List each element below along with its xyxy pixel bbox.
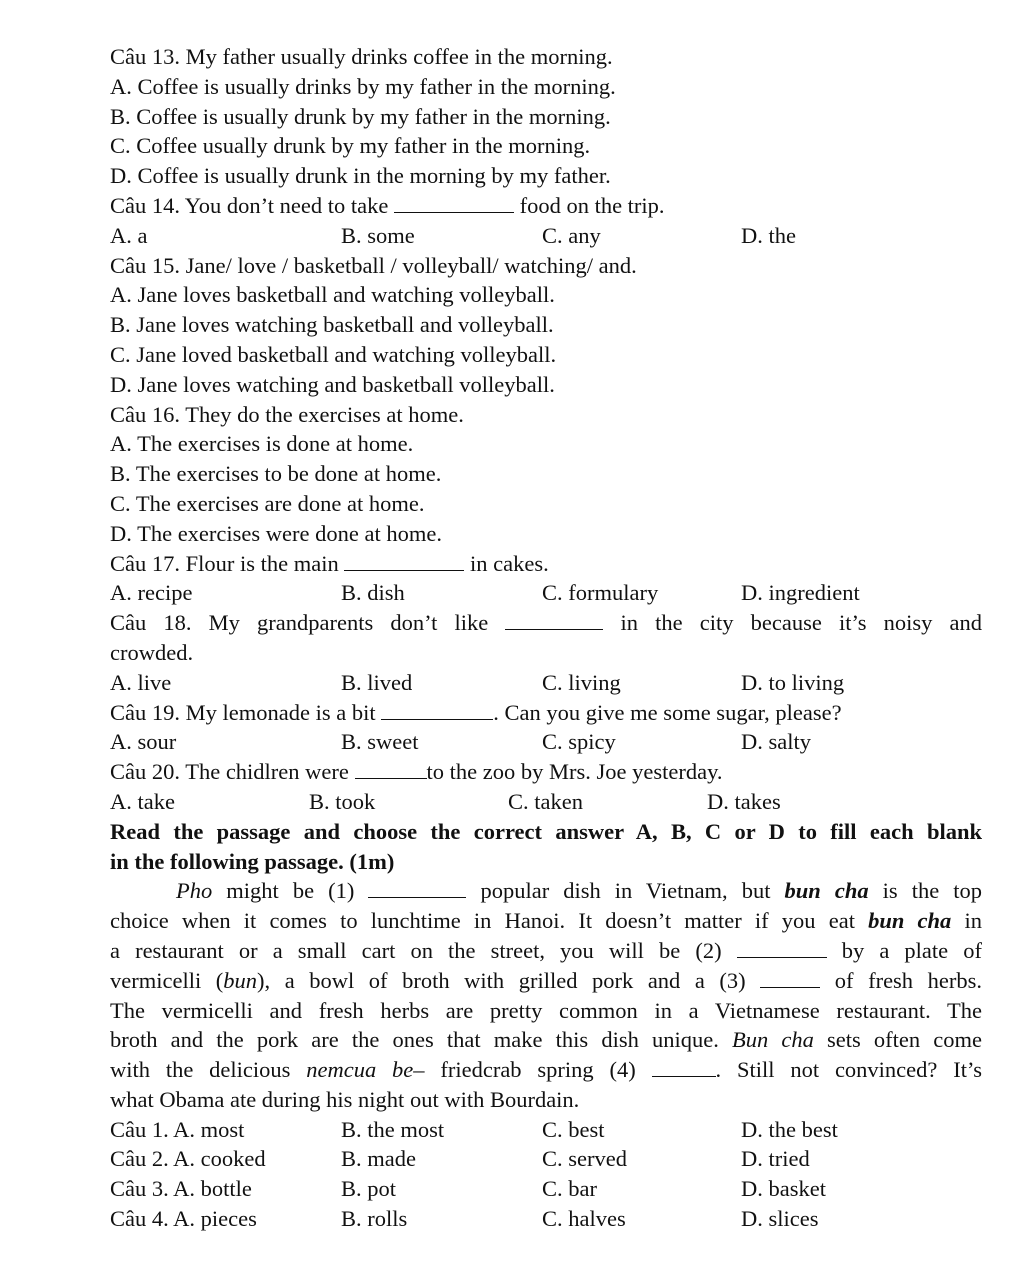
passage-text: with the delicious: [110, 1057, 307, 1083]
passage-q2-option-a: Câu 2. A. cooked: [110, 1146, 266, 1172]
passage-text: sets often come: [813, 1027, 982, 1053]
passage-q4-option-c: C. halves: [542, 1206, 626, 1232]
q14-option-a: A. a: [110, 222, 148, 248]
q18-stem-after: in the city because it’s noisy and: [603, 610, 982, 636]
q15-option-c: C. Jane loved basketball and watching volleyball.: [110, 341, 557, 367]
q13-option-d: D. Coffee is usually drunk in the morning by my father.: [110, 163, 611, 189]
reading-instruction-line1: Read the passage and choose the correct answer A, B, C or D to fill each blank: [110, 818, 982, 844]
q19-blank: [381, 699, 493, 720]
question-16-stem: Câu 16. They do the exercises at home.: [110, 401, 464, 427]
q18-stem-line2: crowded.: [110, 639, 194, 665]
q20-stem-after: to the zoo by Mrs. Joe yesterday.: [426, 759, 723, 785]
nemcua-be-term: nemcua be: [306, 1057, 414, 1083]
passage-line-2: [110, 906, 982, 936]
reading-instruction-line2: in the following passage. (1m): [110, 848, 395, 874]
passage-blank-1: [368, 877, 466, 898]
passage-text: is the top: [868, 878, 982, 904]
passage-q1-option-b: B. the most: [341, 1116, 445, 1142]
passage-text: choice when it comes to lunchtime in Hanoi. It doesn’t matter if you eat: [110, 908, 869, 934]
bun-cha-term: bun cha: [784, 878, 869, 904]
passage-q2-option-d: D. tried: [741, 1146, 810, 1172]
q19-option-a: A. sour: [110, 729, 177, 755]
q14-options: [110, 221, 982, 251]
q18-option-b: B. lived: [341, 669, 413, 695]
q19-options: [110, 727, 982, 757]
q19-stem-before: Câu 19. My lemonade is a bit: [110, 699, 382, 725]
q18-options: [110, 668, 982, 698]
question-20-stem: [110, 757, 982, 787]
passage-text: broth and the pork are the ones that make this dish unique.: [110, 1027, 732, 1053]
passage-text: vermicelli (: [110, 967, 224, 993]
bun-cha-term: Bun cha: [731, 1027, 814, 1053]
passage-q1-option-c: C. best: [542, 1116, 605, 1142]
q14-stem-before: Câu 14. You don’t need to take: [110, 192, 394, 218]
pho-term: Pho: [176, 878, 213, 904]
passage-q3-options: [110, 1174, 982, 1204]
q14-option-b: B. some: [341, 222, 415, 248]
q13-option-c: C. Coffee usually drunk by my father in the morning.: [110, 133, 591, 159]
q18-option-a: A. live: [110, 669, 172, 695]
passage-q4-option-a: Câu 4. A. pieces: [110, 1206, 257, 1232]
question-15-stem: Câu 15. Jane/ love / basketball / volleyball/ watching/ and.: [110, 252, 637, 278]
passage-line-3: [110, 936, 982, 966]
passage-q3-option-a: Câu 3. A. bottle: [110, 1176, 252, 1202]
q17-stem-after: in cakes.: [464, 550, 549, 576]
passage-blank-2: [737, 937, 827, 958]
q20-option-b: B. took: [309, 788, 376, 814]
passage-blank-3: [760, 967, 820, 988]
q15-option-d: D. Jane loves watching and basketball volleyball.: [110, 371, 555, 397]
bun-term: bun: [223, 967, 258, 993]
q15-option-b: B. Jane loves watching basketball and volleyball.: [110, 312, 554, 338]
q20-option-c: C. taken: [508, 788, 583, 814]
passage-q4-option-b: B. rolls: [341, 1206, 408, 1232]
question-19-stem: [110, 698, 982, 728]
passage-q2-option-b: B. made: [341, 1146, 416, 1172]
worksheet-page: [110, 42, 982, 1234]
q17-option-b: B. dish: [341, 580, 405, 606]
passage-text: – friedcrab spring (4): [413, 1057, 652, 1083]
q19-option-b: B. sweet: [341, 729, 419, 755]
q16-option-c: C. The exercises are done at home.: [110, 490, 425, 516]
q17-option-c: C. formulary: [542, 580, 659, 606]
passage-line-4: [110, 966, 982, 996]
passage-text: ), a bowl of broth with grilled pork and a (3): [257, 967, 761, 993]
question-17-stem: [110, 549, 982, 579]
q14-option-c: C. any: [542, 222, 601, 248]
q18-option-d: D. to living: [741, 669, 845, 695]
passage-q4-options: [110, 1204, 982, 1234]
question-13-stem: Câu 13. My father usually drinks coffee in the morning.: [110, 44, 613, 69]
passage-text: might be (1): [212, 878, 369, 904]
q20-option-a: A. take: [110, 788, 175, 814]
q13-option-a: A. Coffee is usually drinks by my father in the morning.: [110, 73, 616, 99]
passage-q1-options: [110, 1115, 982, 1145]
q20-blank: [355, 758, 427, 779]
q19-stem-after: . Can you give me some sugar, please?: [493, 699, 842, 725]
passage-line-6: [110, 1025, 982, 1055]
passage-text: by a plate of: [826, 937, 982, 963]
bun-cha-term: bun cha: [868, 908, 952, 934]
question-18-stem: [110, 608, 982, 638]
q15-option-a: A. Jane loves basketball and watching volleyball.: [110, 282, 555, 308]
passage-q2-options: [110, 1144, 982, 1174]
q19-option-d: D. salty: [741, 729, 811, 755]
q14-blank: [394, 192, 514, 213]
q19-option-c: C. spicy: [542, 729, 616, 755]
passage-q4-option-d: D. slices: [741, 1206, 819, 1232]
passage-text: of fresh herbs.: [820, 967, 982, 993]
passage-line-1: [110, 876, 982, 906]
passage-text: . Still not convinced? It’s: [715, 1057, 982, 1083]
q18-blank: [505, 609, 603, 630]
passage-q1-option-d: D. the best: [741, 1116, 838, 1142]
q16-option-d: D. The exercises were done at home.: [110, 520, 442, 546]
q20-option-d: D. takes: [707, 788, 781, 814]
q18-stem-before: Câu 18. My grandparents don’t like: [110, 610, 506, 636]
passage-q3-option-c: C. bar: [542, 1176, 597, 1202]
question-14-stem: [110, 191, 982, 221]
passage-line-7: [110, 1055, 982, 1085]
q13-option-b: B. Coffee is usually drunk by my father in the morning.: [110, 103, 611, 129]
q20-options: [110, 787, 982, 817]
passage-q3-option-d: D. basket: [741, 1176, 826, 1202]
passage-text: popular dish in Vietnam, but: [466, 878, 785, 904]
q17-option-a: A. recipe: [110, 580, 193, 606]
q18-option-c: C. living: [542, 669, 621, 695]
q16-option-a: A. The exercises is done at home.: [110, 431, 414, 457]
q20-stem-before: Câu 20. The chidlren were: [110, 759, 355, 785]
passage-blank-4: [652, 1056, 716, 1077]
passage-line-5: The vermicelli and fresh herbs are pretty common in a Vietnamese restaurant. The: [110, 997, 982, 1023]
q17-options: [110, 578, 982, 608]
q14-stem-after: food on the trip.: [513, 192, 665, 218]
passage-q1-option-a: Câu 1. A. most: [110, 1116, 245, 1142]
reading-passage: [110, 876, 982, 1114]
passage-line-8: what Obama ate during his night out with Bourdain.: [110, 1086, 580, 1112]
passage-q3-option-b: B. pot: [341, 1176, 397, 1202]
q17-stem-before: Câu 17. Flour is the main: [110, 550, 345, 576]
q17-option-d: D. ingredient: [741, 580, 860, 606]
passage-text: a restaurant or a small cart on the street, you will be (2): [110, 937, 737, 963]
q16-option-b: B. The exercises to be done at home.: [110, 461, 442, 487]
q17-blank: [344, 550, 464, 571]
passage-text: in: [951, 908, 982, 934]
passage-q2-option-c: C. served: [542, 1146, 627, 1172]
q14-option-d: D. the: [741, 222, 796, 248]
